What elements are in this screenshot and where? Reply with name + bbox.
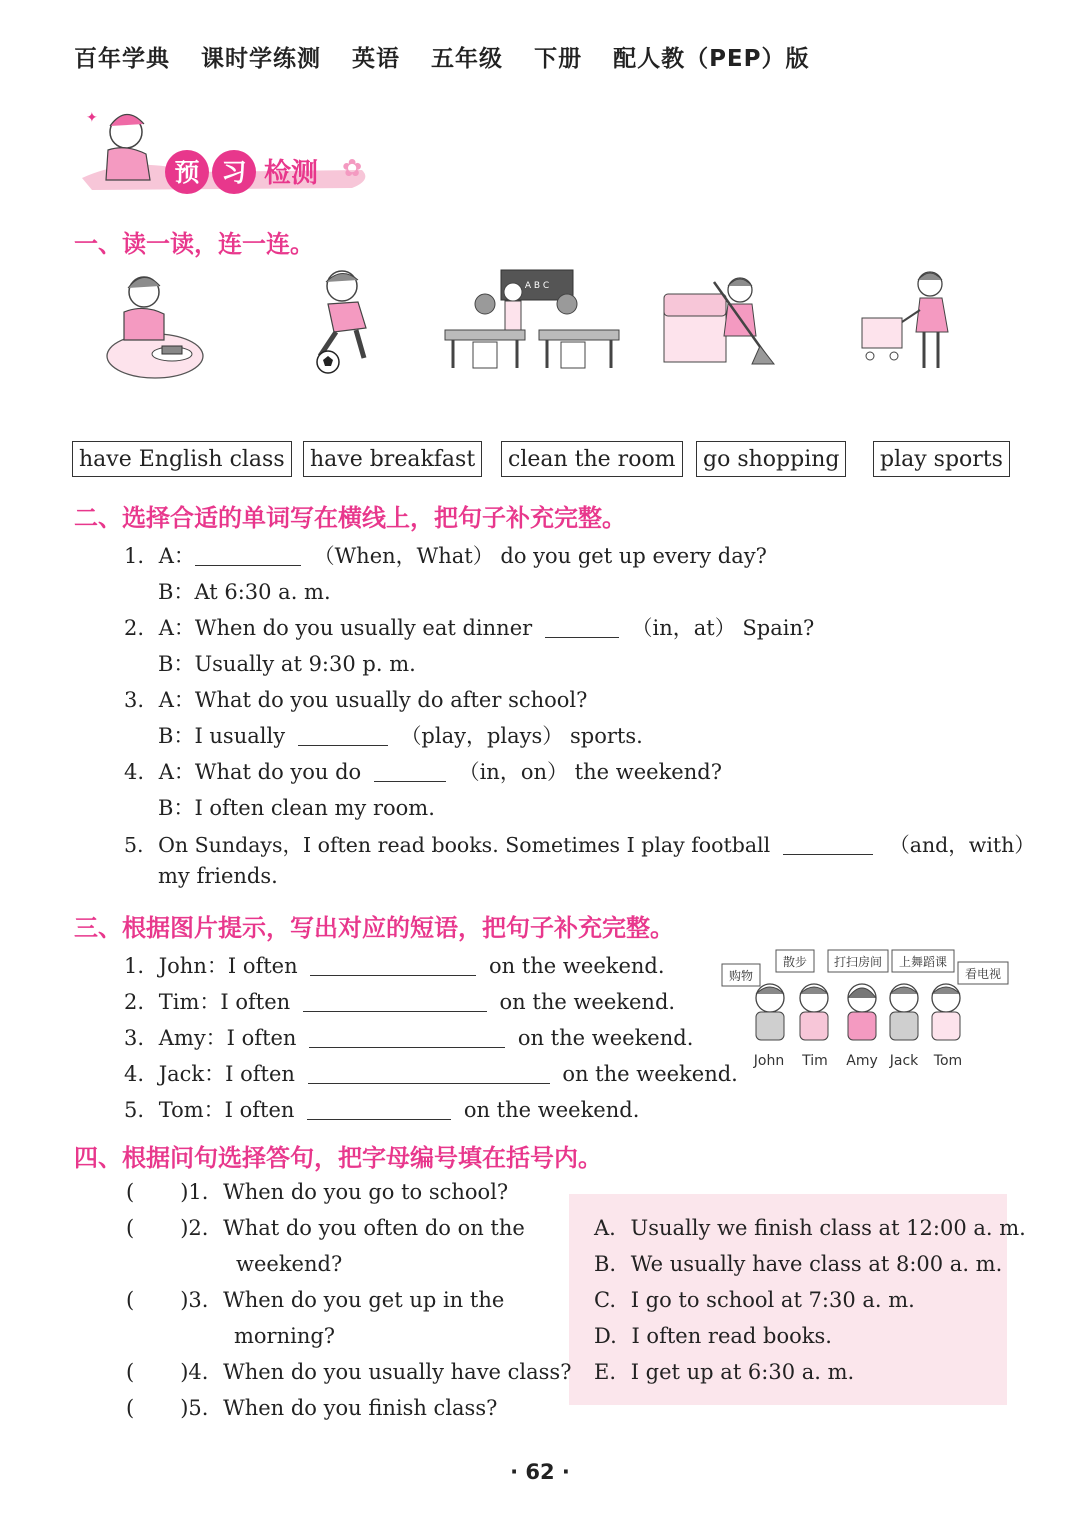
q-text: （When，What） do you get up every day? bbox=[313, 544, 767, 568]
answer-letter: B. bbox=[594, 1252, 617, 1276]
s2-q3-a bbox=[124, 684, 587, 714]
answer-blank[interactable] bbox=[783, 834, 873, 855]
section3-title: 三、根据图片提示，写出对应的短语，把句子补充完整。 bbox=[74, 914, 674, 942]
star-icon: ✿ bbox=[342, 154, 363, 182]
line-end: on the weekend. bbox=[489, 954, 665, 978]
b-text: Usually at 9:30 p. m. bbox=[194, 652, 416, 676]
q-num: )3. bbox=[180, 1288, 209, 1312]
b-label: B： bbox=[158, 652, 195, 676]
kid-name-1: John bbox=[753, 1053, 785, 1069]
s2-q1-a bbox=[124, 540, 767, 570]
a-label: A： bbox=[158, 760, 195, 784]
answer-blank[interactable] bbox=[374, 761, 446, 782]
b-text: At 6:30 a. m. bbox=[194, 580, 331, 604]
s4-q5 bbox=[126, 1396, 497, 1420]
answer-d bbox=[594, 1324, 832, 1348]
q-text: What do you often do on the bbox=[223, 1216, 525, 1240]
q-text: What do you usually do after school? bbox=[194, 688, 588, 712]
line-end: on the weekend. bbox=[499, 990, 676, 1014]
a-label: A： bbox=[158, 616, 195, 640]
header-book: 百年学典 bbox=[74, 46, 170, 72]
answer-text: We usually have class at 8:00 a. m. bbox=[630, 1252, 1003, 1276]
q-text-post: （in，at） Spain? bbox=[631, 616, 815, 640]
kid-body-icon-2 bbox=[800, 1012, 828, 1040]
line-end: on the weekend. bbox=[562, 1062, 738, 1086]
shirt-icon bbox=[124, 308, 164, 340]
q-text-pre: When do you usually eat dinner bbox=[194, 616, 533, 640]
header-volume: 下册 bbox=[534, 46, 583, 72]
q-num: )1. bbox=[180, 1180, 209, 1204]
answer-blank[interactable] bbox=[303, 991, 487, 1012]
answer-text: I go to school at 7:30 a. m. bbox=[630, 1288, 915, 1312]
b-text-pre: I usually bbox=[194, 724, 286, 748]
answer-e bbox=[594, 1360, 854, 1384]
answer-paren[interactable]: ( bbox=[126, 1180, 135, 1204]
q-text: When do you usually have class? bbox=[223, 1360, 572, 1384]
chair-icon-2 bbox=[561, 342, 585, 368]
s2-q2-a bbox=[124, 612, 814, 642]
cart-wheel-icon-1 bbox=[866, 352, 874, 360]
q-num: )2. bbox=[180, 1216, 209, 1240]
teacher-body-icon bbox=[505, 301, 521, 331]
answer-paren[interactable]: ( bbox=[126, 1360, 135, 1384]
answer-c bbox=[594, 1288, 915, 1312]
s2-q1-b bbox=[158, 576, 331, 606]
phrase-box-5: play sports bbox=[873, 441, 1010, 477]
girl-hair-icon bbox=[110, 114, 144, 126]
s3-line-2 bbox=[124, 986, 675, 1016]
kid-name-4: Jack bbox=[889, 1053, 919, 1069]
b-label: B： bbox=[158, 796, 195, 820]
picture-shopping bbox=[858, 268, 956, 372]
b-label: B： bbox=[158, 724, 195, 748]
s2-q5 bbox=[124, 828, 1035, 858]
bubble-text-5: 看电视 bbox=[964, 967, 1002, 981]
answer-b bbox=[594, 1252, 1002, 1276]
line-name: Tim：I often bbox=[158, 990, 291, 1014]
kid-name-3: Amy bbox=[846, 1053, 878, 1069]
bubble-text-3: 打扫房间 bbox=[833, 955, 883, 969]
answer-letter: D. bbox=[594, 1324, 617, 1348]
s2-q4-a bbox=[124, 756, 722, 786]
answer-blank[interactable] bbox=[307, 1099, 451, 1120]
line-num: 2. bbox=[124, 990, 145, 1014]
section4-title: 四、根据问句选择答句，把字母编号填在括号内。 bbox=[74, 1144, 602, 1172]
s3-line-1 bbox=[124, 950, 665, 980]
answer-blank[interactable] bbox=[308, 1063, 550, 1084]
badge-char-2: 习 bbox=[221, 158, 247, 187]
answer-blank[interactable] bbox=[309, 1027, 505, 1048]
line-name: Amy：I often bbox=[158, 1026, 297, 1050]
answer-letter: E. bbox=[594, 1360, 617, 1384]
s2-q2-b bbox=[158, 648, 416, 678]
header-grade: 五年级 bbox=[431, 46, 504, 72]
line-name: Jack：I often bbox=[158, 1062, 295, 1086]
girl-hair-icon-2 bbox=[728, 279, 752, 286]
answer-letter: C. bbox=[594, 1288, 616, 1312]
broom-head-icon bbox=[752, 346, 774, 364]
header-edition: 配人教（PEP）版 bbox=[613, 46, 810, 72]
picture-breakfast bbox=[104, 268, 206, 382]
answer-paren[interactable]: ( bbox=[126, 1216, 135, 1240]
girl-body-icon bbox=[106, 148, 150, 180]
line-name: Tom：I often bbox=[158, 1098, 295, 1122]
bubble-text-1: 购物 bbox=[728, 969, 754, 983]
line-end: on the weekend. bbox=[517, 1026, 694, 1050]
phrase-box-4: go shopping bbox=[696, 441, 846, 477]
bread-icon bbox=[162, 346, 182, 354]
s2-q3-b bbox=[158, 720, 643, 750]
a-label: A： bbox=[158, 688, 195, 712]
s3-line-5 bbox=[124, 1094, 639, 1124]
s4-q2 bbox=[126, 1216, 525, 1240]
kid-name-2: Tim bbox=[802, 1053, 828, 1069]
kid-name-5: Tom bbox=[933, 1053, 963, 1069]
girl-legs-icon bbox=[924, 332, 938, 368]
answer-text: Usually we finish class at 12:00 a. m. bbox=[630, 1216, 1026, 1240]
q-text-post: （and，with） bbox=[889, 833, 1035, 857]
phrase-box-3: clean the room bbox=[501, 441, 683, 477]
teacher-face-icon bbox=[504, 283, 522, 301]
b-text: I often clean my room. bbox=[194, 796, 435, 820]
girl-hair-icon-3 bbox=[918, 273, 942, 280]
boy-shirt-icon bbox=[328, 302, 366, 332]
girl-skirt-icon bbox=[916, 298, 948, 332]
q-num: )5. bbox=[180, 1396, 209, 1420]
picture-sports bbox=[306, 266, 380, 376]
answer-letter: A. bbox=[594, 1216, 616, 1240]
picture-kids-activities bbox=[718, 948, 1010, 1074]
q-num: 1. bbox=[124, 544, 145, 568]
line-name: John：I often bbox=[158, 954, 298, 978]
q-text: When do you go to school? bbox=[223, 1180, 509, 1204]
q-num: 3. bbox=[124, 688, 145, 712]
q-num: 5. bbox=[124, 833, 144, 857]
header-subject: 英语 bbox=[352, 46, 401, 72]
q-text: When do you finish class? bbox=[223, 1396, 498, 1420]
s2-q4-b bbox=[158, 792, 435, 822]
answer-blank[interactable] bbox=[545, 617, 619, 638]
kid-body-icon-1 bbox=[756, 1012, 784, 1040]
sofa-icon bbox=[664, 312, 726, 362]
picture-clean-room bbox=[662, 274, 778, 368]
desk-icon-2 bbox=[539, 330, 619, 340]
kid-body-icon-5 bbox=[932, 1012, 960, 1040]
desk-icon-1 bbox=[445, 330, 525, 340]
s3-line-4 bbox=[124, 1058, 738, 1088]
b-label: B： bbox=[158, 580, 195, 604]
answer-blank[interactable] bbox=[310, 955, 476, 976]
answer-text: I often read books. bbox=[631, 1324, 832, 1348]
s3-line-3 bbox=[124, 1022, 693, 1052]
page-header bbox=[74, 40, 832, 73]
badge-text: 检测 bbox=[264, 158, 318, 189]
q-text-post: （in，on） the weekend? bbox=[458, 760, 722, 784]
s4-q3 bbox=[126, 1288, 504, 1312]
q-num: 2. bbox=[124, 616, 145, 640]
kid-body-icon-3 bbox=[848, 1012, 876, 1040]
s4-q1 bbox=[126, 1180, 508, 1204]
page-number: · 62 · bbox=[510, 1460, 570, 1484]
answer-a bbox=[594, 1216, 1026, 1240]
bubble-text-4: 上舞蹈课 bbox=[898, 955, 948, 969]
line-num: 5. bbox=[124, 1098, 145, 1122]
line-num: 4. bbox=[124, 1062, 145, 1086]
s4-q2-cont: weekend? bbox=[236, 1252, 343, 1276]
q-text-pre: On Sundays，I often read books. Sometimes I play football bbox=[158, 833, 771, 857]
phrase-box-2: have breakfast bbox=[303, 441, 482, 477]
a-label: A： bbox=[158, 544, 195, 568]
section-badge bbox=[72, 100, 382, 200]
answer-paren[interactable]: ( bbox=[126, 1288, 135, 1312]
phrase-box-1: have English class bbox=[72, 441, 292, 477]
bubble-text-2: 散步 bbox=[782, 955, 808, 969]
cart-wheel-icon-2 bbox=[890, 352, 898, 360]
s4-q3-cont: morning? bbox=[234, 1324, 336, 1348]
line-num: 1. bbox=[124, 954, 145, 978]
line-num: 3. bbox=[124, 1026, 145, 1050]
b-text-post: （play，plays） sports. bbox=[400, 724, 643, 748]
picture-english-class bbox=[443, 268, 621, 374]
line-end: on the weekend. bbox=[463, 1098, 640, 1122]
header-series: 课时学练测 bbox=[201, 46, 322, 72]
answer-blank[interactable] bbox=[195, 545, 301, 566]
board-letters: A B C bbox=[524, 281, 550, 291]
section1-title: 一、读一读，连一连。 bbox=[74, 230, 314, 258]
student-head-icon-2 bbox=[557, 294, 577, 314]
cart-icon bbox=[862, 318, 902, 348]
q-num: )4. bbox=[180, 1360, 209, 1384]
s2-q5-cont: my friends. bbox=[158, 864, 278, 888]
chair-icon-1 bbox=[473, 342, 497, 368]
sparkle-icon: ✦ bbox=[86, 110, 98, 126]
q-text: When do you get up in the bbox=[223, 1288, 505, 1312]
q-num: 4. bbox=[124, 760, 145, 784]
badge-char-1: 预 bbox=[174, 158, 200, 187]
q-text-pre: What do you do bbox=[194, 760, 362, 784]
kid-body-icon-4 bbox=[890, 1012, 918, 1040]
student-head-icon-1 bbox=[475, 294, 495, 314]
s4-q4 bbox=[126, 1360, 571, 1384]
answer-blank[interactable] bbox=[298, 725, 388, 746]
answer-text: I get up at 6:30 a. m. bbox=[630, 1360, 855, 1384]
section2-title: 二、选择合适的单词写在横线上，把句子补充完整。 bbox=[74, 504, 626, 532]
sofa-back-icon bbox=[664, 294, 726, 316]
answer-paren[interactable]: ( bbox=[126, 1396, 135, 1420]
